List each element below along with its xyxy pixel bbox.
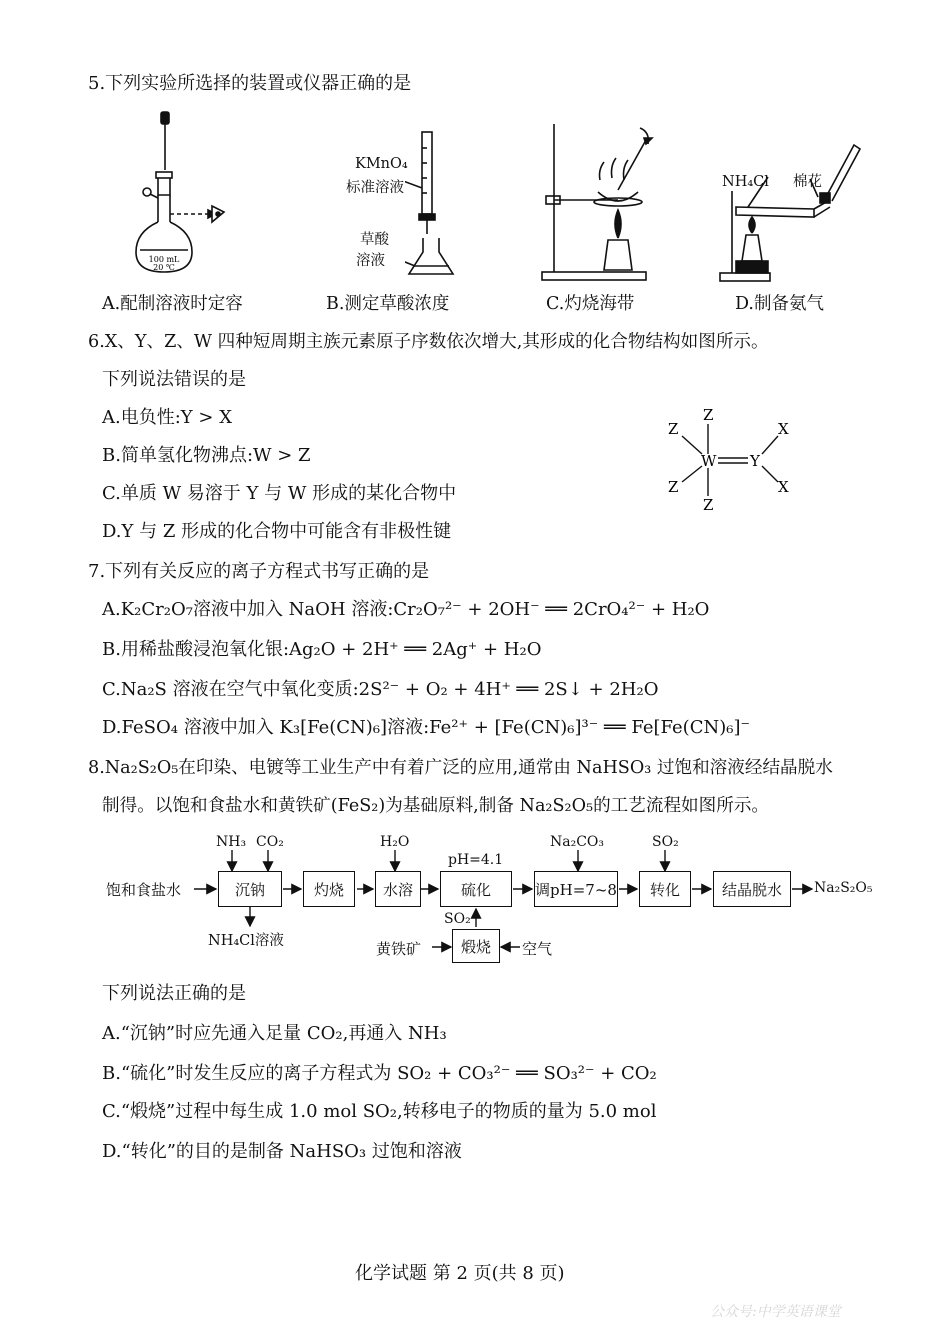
b-standard-label: 标准溶液 xyxy=(346,180,404,196)
conical-flask xyxy=(409,238,453,274)
q8-sub: 下列说法正确的是 xyxy=(102,983,246,1004)
flow-step-roast: 灼烧 xyxy=(303,871,355,907)
q6-stem: 6.X、Y、Z、W 四种短周期主族元素原子序数依次增大,其形成的化合物结构如图所示。 xyxy=(88,332,769,352)
dropper-bulb xyxy=(161,112,169,124)
flow-output: Na₂S₂O₅ xyxy=(814,880,873,896)
atom-z-left-top: Z xyxy=(668,420,679,438)
flow-step-calcine: 煅烧 xyxy=(452,929,500,963)
page-footer: 化学试题 第 2 页(共 8 页) xyxy=(355,1263,565,1284)
flow-nh3: NH₃ xyxy=(216,834,247,850)
flask-label-2: 20 ℃ xyxy=(153,263,175,272)
flow-input: 饱和食盐水 xyxy=(106,881,182,899)
watermark: 公众号:中学英语课堂 xyxy=(710,1304,841,1320)
q8-stem-line2: 制得。以饱和食盐水和黄铁矿(FeS₂)为基础原料,制备 Na₂S₂O₅的工艺流程如图所示。 xyxy=(102,796,770,816)
q5-caption-a: A.配制溶液时定容 xyxy=(102,294,243,314)
q8-option-c: C.“煅烧”过程中每生成 1.0 mol SO₂,转移电子的物质的量为 5.0 mol xyxy=(102,1101,657,1122)
flow-air: 空气 xyxy=(522,940,553,958)
flow-step-dissolve: 水溶 xyxy=(375,871,421,907)
q5-stem: 5.下列实验所选择的装置或仪器正确的是 xyxy=(88,73,412,94)
flow-step-sulfurize: 硫化 xyxy=(440,871,512,907)
q7-option-d: D.FeSO₄ 溶液中加入 K₃[Fe(CN)₆]溶液:Fe²⁺ + [Fe(CN)₆]³⁻ ══ Fe[Fe(CN)₆]⁻ xyxy=(102,717,750,738)
q6-option-d: D.Y 与 Z 形成的化合物中可能含有非极性键 xyxy=(102,521,452,542)
q7-option-c: C.Na₂S 溶液在空气中氧化变质:2S²⁻ + O₂ + 4H⁺ ══ 2S↓ + 2H₂O xyxy=(102,679,659,700)
alcohol-lamp xyxy=(604,240,632,270)
flow-so2-mid: SO₂ xyxy=(444,911,471,927)
atom-y: Y xyxy=(750,452,760,470)
flow-na2co3: Na₂CO₃ xyxy=(550,834,605,850)
q5-caption-c: C.灼烧海带 xyxy=(546,294,635,314)
q6-option-b: B.简单氢化物沸点:W > Z xyxy=(102,445,311,466)
flow-step-settle: 沉钠 xyxy=(218,871,282,907)
atom-z-top: Z xyxy=(703,406,714,424)
flow-co2: CO₂ xyxy=(256,834,284,850)
figure-a-volumetric-flask xyxy=(130,110,240,280)
q8-stem-line1: 8.Na₂S₂O₅在印染、电镀等工业生产中有着广泛的应用,通常由 NaHSO₃ 过饱和溶液经结晶脱水 xyxy=(88,758,833,778)
q6-structure-diagram xyxy=(660,400,800,520)
flow-pyrite: 黄铁矿 xyxy=(376,940,422,958)
test-tube xyxy=(736,207,814,217)
q6-sub: 下列说法错误的是 xyxy=(102,369,246,390)
atom-w: W xyxy=(701,452,717,470)
q5-caption-b: B.测定草酸浓度 xyxy=(326,294,450,314)
flow-ph: pH=4.1 xyxy=(448,852,504,868)
b-kmno4-label: KMnO₄ xyxy=(355,156,408,172)
atom-z-bottom: Z xyxy=(703,496,714,514)
figure-d-ammonia xyxy=(718,135,868,285)
atom-x-bottom: X xyxy=(778,478,789,496)
q7-option-b: B.用稀盐酸浸泡氧化银:Ag₂O + 2H⁺ ══ 2Ag⁺ + H₂O xyxy=(102,639,542,660)
q5-caption-d: D.制备氨气 xyxy=(735,294,824,314)
cotton xyxy=(820,193,830,203)
atom-x-top: X xyxy=(778,420,789,438)
atom-z-left-bottom: Z xyxy=(668,478,679,496)
flow-h2o: H₂O xyxy=(380,834,410,850)
q7-option-a: A.K₂Cr₂O₇溶液中加入 NaOH 溶液:Cr₂O₇²⁻ + 2OH⁻ ══ 2CrO₄²⁻ + H₂O xyxy=(102,599,710,620)
flow-nh4cl: NH₄Cl溶液 xyxy=(208,933,284,949)
burette xyxy=(422,132,432,214)
q7-stem: 7.下列有关反应的离子方程式书写正确的是 xyxy=(88,561,430,582)
q8-option-a: A.“沉钠”时应先通入足量 CO₂,再通入 NH₃ xyxy=(102,1023,447,1044)
eye-icon xyxy=(216,212,220,216)
flow-so2-top: SO₂ xyxy=(652,834,679,850)
q8-option-b: B.“硫化”时发生反应的离子方程式为 SO₂ + CO₃²⁻ ══ SO₃²⁻ + CO₂ xyxy=(102,1063,657,1084)
q8-option-d: D.“转化”的目的是制备 NaHSO₃ 过饱和溶液 xyxy=(102,1141,462,1162)
b-solution-label: 溶液 xyxy=(356,253,385,269)
flow-step-crystallize: 结晶脱水 xyxy=(713,871,791,907)
collecting-tube xyxy=(826,145,860,201)
d-cotton-label: 棉花 xyxy=(793,174,822,190)
q6-option-c: C.单质 W 易溶于 Y 与 W 形成的某化合物中 xyxy=(102,483,457,504)
d-nh4cl-label: NH₄Cl xyxy=(722,174,769,190)
flow-step-adjust-ph: 调pH=7~8 xyxy=(534,871,618,907)
figure-b-titration xyxy=(405,128,475,283)
flow-step-convert: 转化 xyxy=(639,871,691,907)
glass-rod xyxy=(618,140,646,190)
figure-c-crucible xyxy=(538,110,658,285)
q6-option-a: A.电负性:Y > X xyxy=(102,407,233,428)
b-oxalic-label: 草酸 xyxy=(360,232,389,248)
flask-label-1: 100 mL xyxy=(148,255,180,264)
